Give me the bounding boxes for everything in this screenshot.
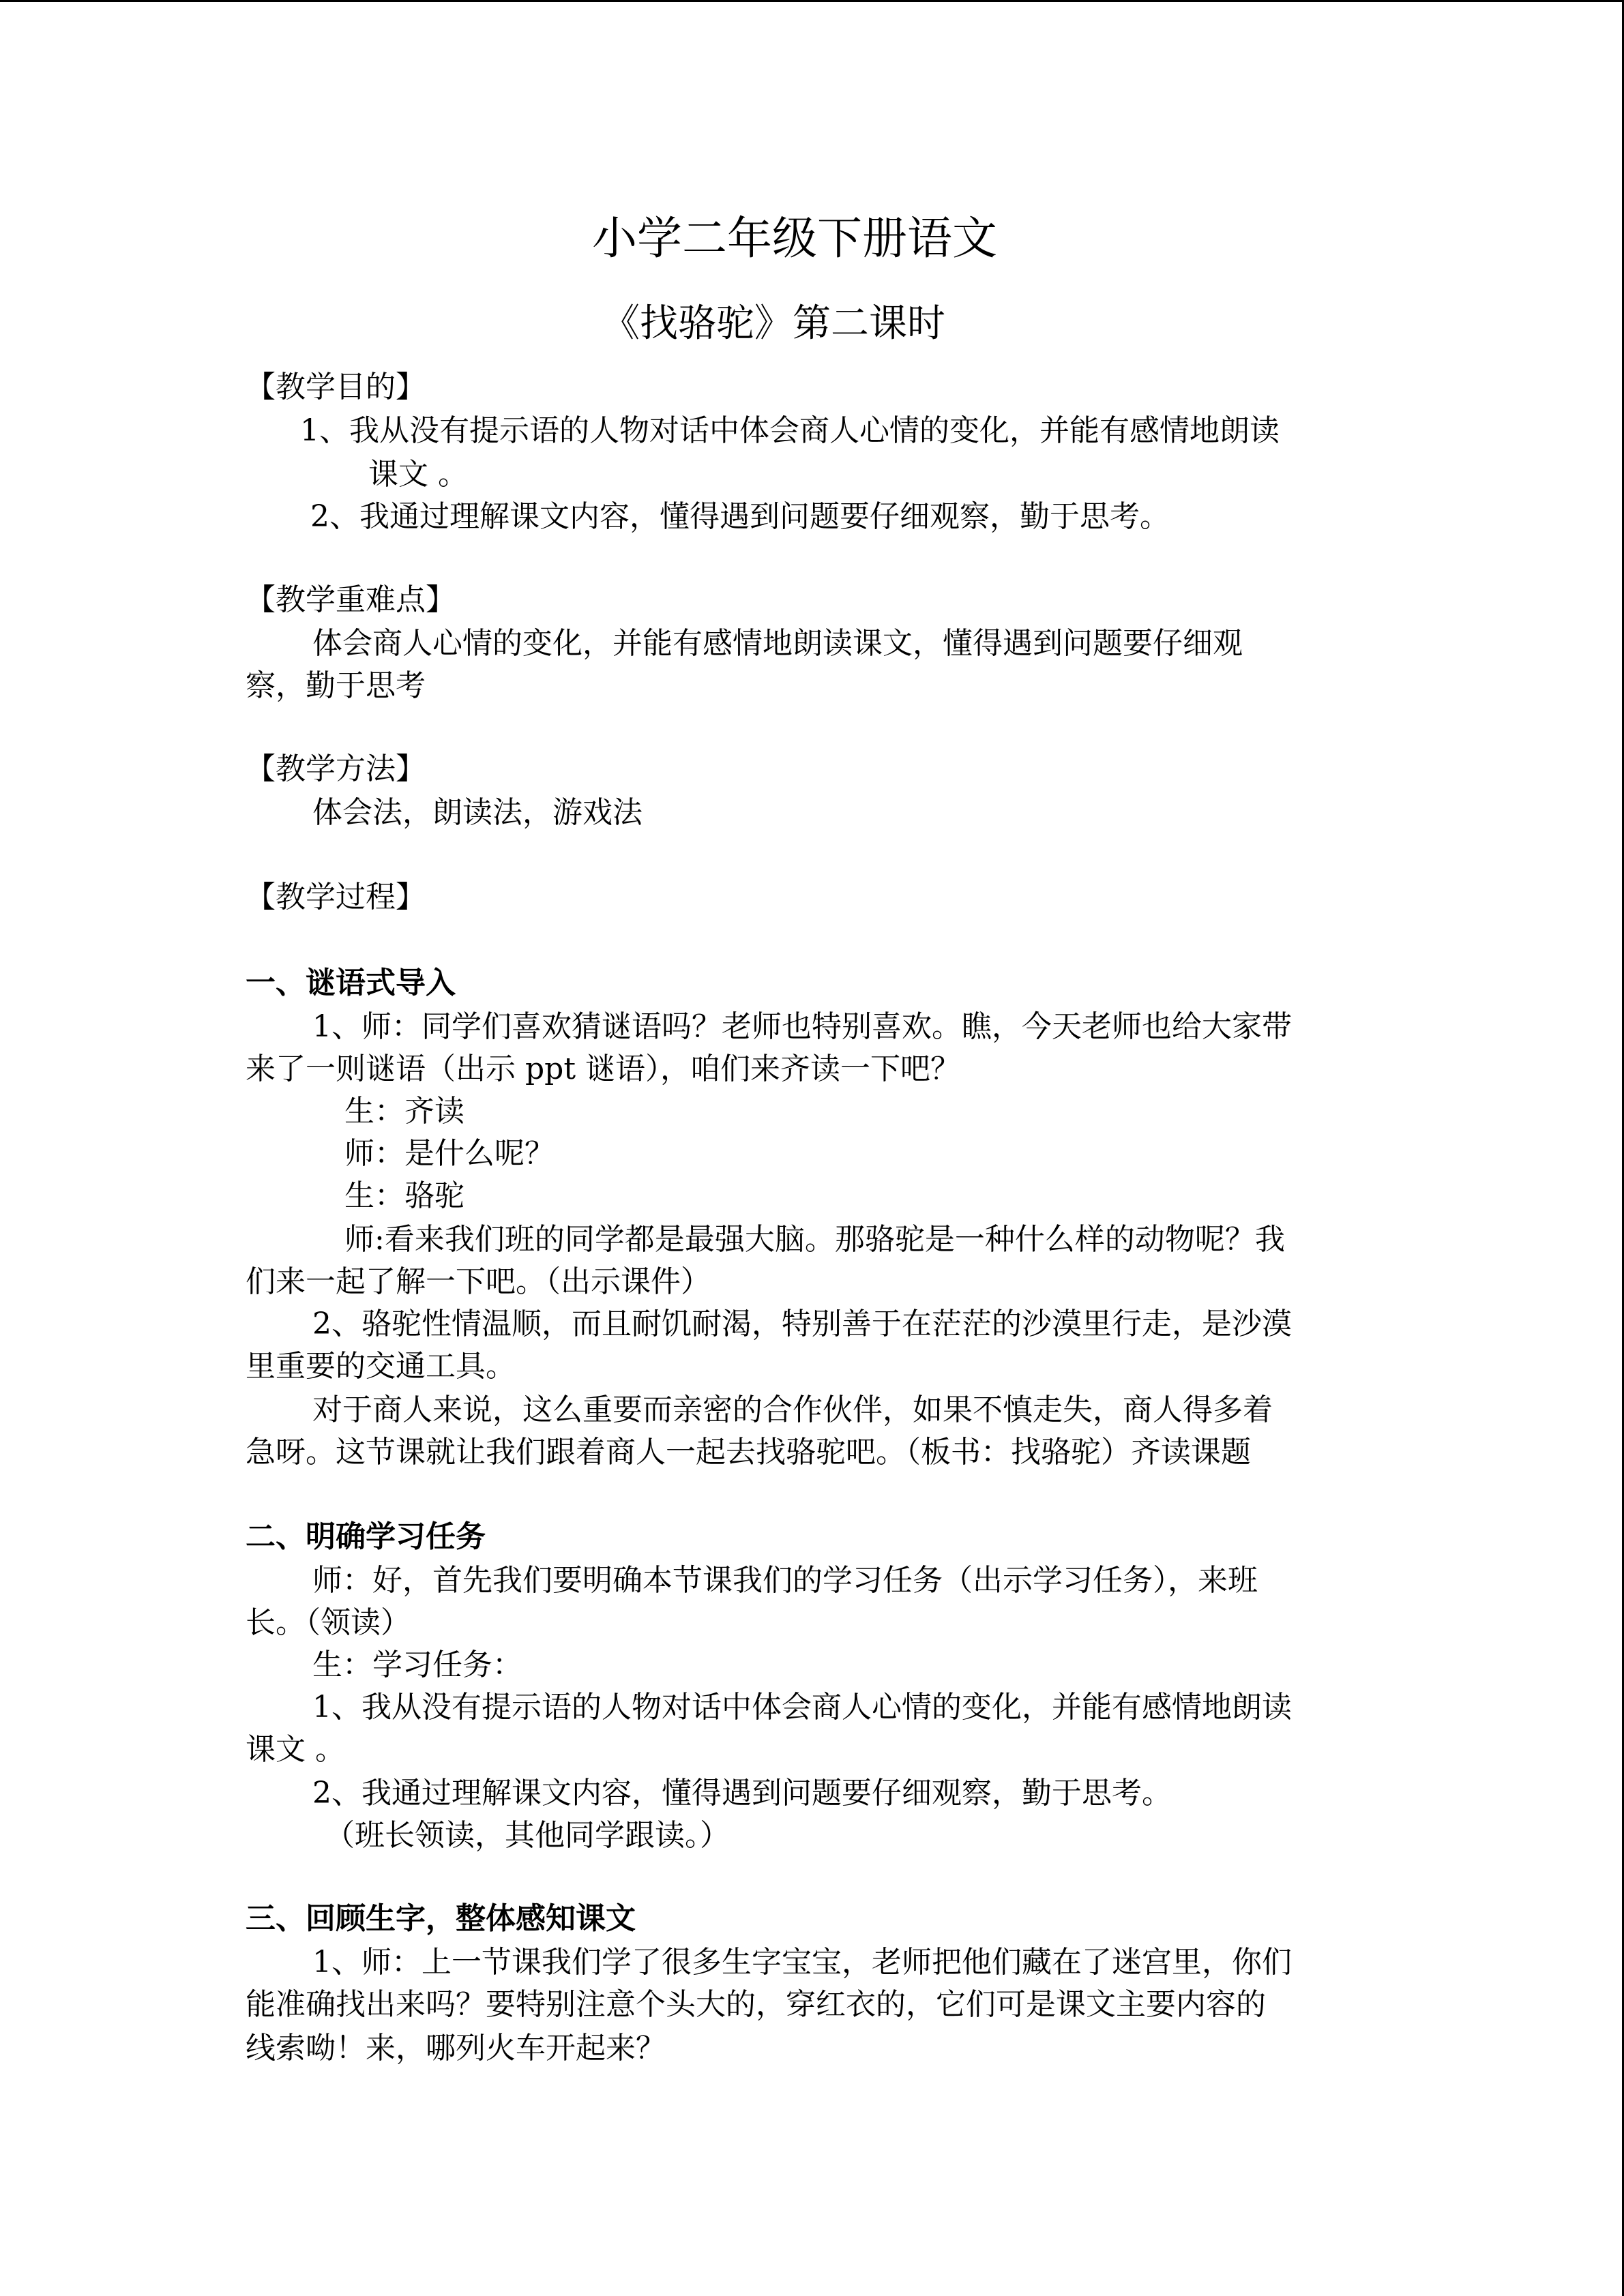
dialogue-line-1: 生：齐读: [344, 1094, 464, 1129]
objective-2: 2、我通过理解课文内容，懂得遇到问题要仔细观察，勤于思考。: [310, 499, 1170, 534]
process-heading: 【教学过程】: [246, 880, 426, 914]
section-1-paragraph-3-line-1: 对于商人来说，这么重要而亲密的合作伙伴，如果不慎走失，商人得多着: [312, 1392, 1273, 1427]
section-2-paragraph-1-line-1: 师：好，首先我们要明确本节课我们的学习任务（出示学习任务），来班: [312, 1563, 1258, 1598]
document-subtitle: 《找骆驼》第二课时: [602, 301, 945, 346]
methods-heading: 【教学方法】: [246, 751, 426, 786]
objective-1-line-2: 课文 。: [368, 457, 468, 492]
methods-line: 体会法，朗读法，游戏法: [312, 795, 643, 830]
dialogue-line-3: 生：骆驼: [344, 1178, 464, 1213]
section-3-paragraph-1-line-3: 线索呦！来，哪列火车开起来？: [246, 2031, 666, 2066]
section-3-paragraph-1-line-1: 1、师：上一节课我们学了很多生字宝宝，老师把他们藏在了迷宫里，你们: [312, 1945, 1292, 1980]
section-2-task-1-line-1: 1、我从没有提示语的人物对话中体会商人心情的变化，并能有感情地朗读: [312, 1690, 1292, 1725]
section-2-task-2: 2、我通过理解课文内容，懂得遇到问题要仔细观察，勤于思考。: [312, 1776, 1172, 1810]
section-2-paragraph-1-line-2: 长。（领读）: [246, 1605, 411, 1640]
section-1-paragraph-2-line-1: 2、骆驼性情温顺，而且耐饥耐渴，特别善于在茫茫的沙漠里行走，是沙漠: [312, 1307, 1292, 1341]
section-1-paragraph-3-line-2: 急呀。这节课就让我们跟着商人一起去找骆驼吧。（板书：找骆驼）齐读课题: [246, 1435, 1251, 1470]
key-points-line-2: 察，勤于思考: [246, 668, 426, 703]
section-2-heading: 二、明确学习任务: [246, 1519, 486, 1554]
objective-1-line-1: 1、我从没有提示语的人物对话中体会商人心情的变化，并能有感情地朗读: [300, 413, 1280, 448]
dialogue-line-2: 师：是什么呢？: [344, 1136, 555, 1171]
section-1-paragraph-2-line-2: 里重要的交通工具。: [246, 1349, 516, 1384]
section-2-paragraph-2: 生：学习任务：: [312, 1648, 522, 1682]
section-1-heading: 一、谜语式导入: [246, 966, 456, 1000]
section-3-heading: 三、回顾生字，整体感知课文: [246, 1901, 636, 1936]
section-1-paragraph-1-line-2: 来了一则谜语（出示 ppt 谜语），咱们来齐读一下吧？: [246, 1052, 960, 1086]
page-border-top: [0, 0, 1624, 2]
document-title: 小学二年级下册语文: [592, 212, 997, 265]
key-points-heading: 【教学重难点】: [246, 582, 456, 617]
objectives-heading: 【教学目的】: [246, 370, 426, 404]
section-3-paragraph-1-line-2: 能准确找出来吗？要特别注意个头大的，穿红衣的，它们可是课文主要内容的: [246, 1987, 1266, 2022]
section-1-paragraph-1-line-1: 1、师：同学们喜欢猜谜语吗？老师也特别喜欢。瞧，今天老师也给大家带: [312, 1009, 1292, 1044]
section-2-note: （班长领读，其他同学跟读。）: [325, 1818, 730, 1853]
section-2-task-1-line-2: 课文 。: [246, 1732, 345, 1767]
dialogue-line-4a: 师:看来我们班的同学都是最强大脑。那骆驼是一种什么样的动物呢？我: [344, 1222, 1285, 1257]
dialogue-line-4b: 们来一起了解一下吧。（出示课件）: [246, 1264, 711, 1299]
key-points-line-1: 体会商人心情的变化，并能有感情地朗读课文，懂得遇到问题要仔细观: [312, 626, 1243, 661]
